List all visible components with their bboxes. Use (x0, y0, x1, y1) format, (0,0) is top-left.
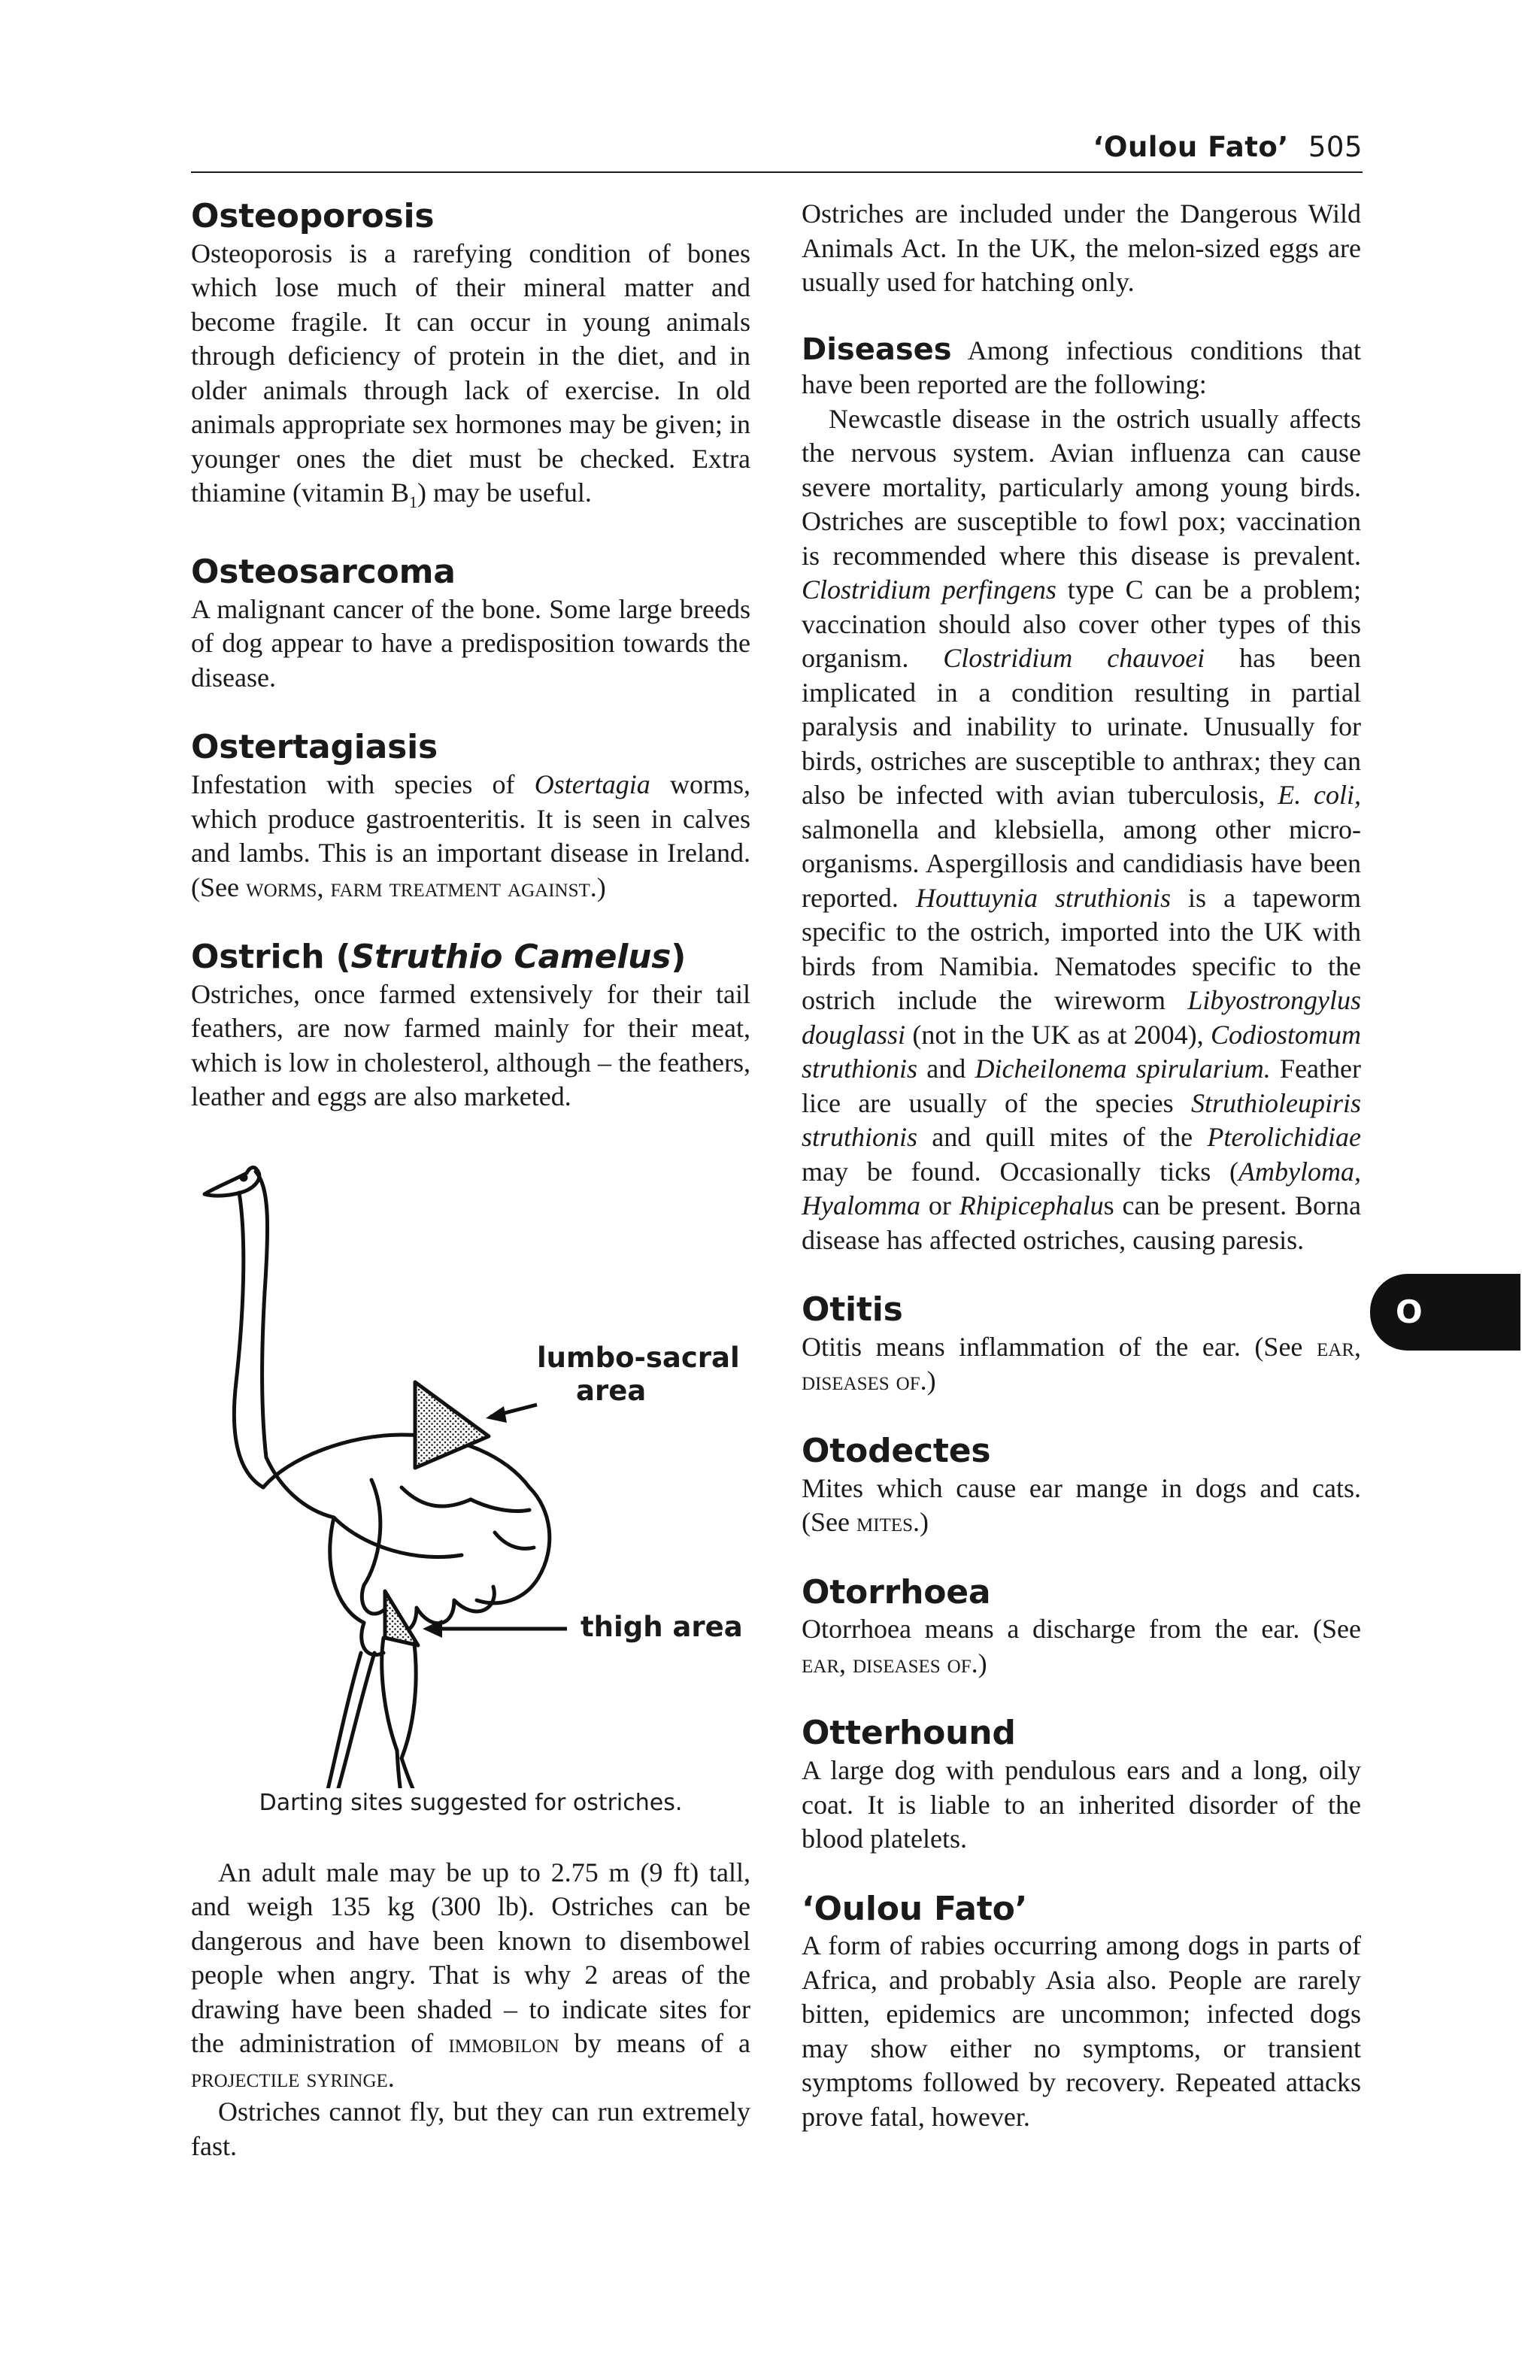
species-name: Rhipicephalu (959, 1190, 1104, 1220)
label-lumbo-sacral (537, 1342, 740, 1408)
entry-title: Ostertagiasis (191, 728, 438, 767)
title-text: ) (671, 938, 687, 977)
body-text: ) may be useful. (417, 478, 592, 508)
see-text: See (811, 1507, 850, 1538)
body-text: Otorrhoea means a discharge from the ear. ( (802, 1614, 1323, 1645)
body-text: is a tapeworm specific to the ostrich, imported into the UK with birds from Namibia. Nematodes specific to the ostrich include the wireworm (802, 882, 1362, 1015)
entry-body: Ostriches, once farmed extensively for their tail feathers, are now farmed mainly for their meat, which is low in cholesterol, although – the feathers, leather and eggs are also marketed. (191, 978, 750, 1112)
cross-reference[interactable]: immobilon (448, 2028, 559, 2059)
label-thigh-area: thigh area (581, 1610, 743, 1643)
body-text: may be found. Occasionally ticks ( (802, 1156, 1239, 1187)
entry-title: Otorrhoea (802, 1572, 991, 1611)
body-text: Feather lice are usually of the species (802, 1054, 1361, 1118)
lumbo-sacral-shade (415, 1382, 489, 1468)
body-text: and (917, 1054, 975, 1084)
cross-reference[interactable]: ear, diseases of. (802, 1648, 978, 1678)
entry-body (802, 1612, 1361, 1681)
diseases-paragraph (802, 333, 1361, 402)
entry-title: Osteoporosis (191, 197, 435, 235)
entry-title: Otterhound (802, 1714, 1016, 1753)
figure-caption: Darting sites suggested for ostriches. (259, 1789, 683, 1816)
entry-otitis (802, 1290, 1361, 1399)
body-text: Mites which cause ear mange in dogs and cats. ( (802, 1472, 1361, 1538)
species-name: Pterolichidiae (1207, 1122, 1361, 1152)
lumbo-arrow-head (486, 1406, 507, 1423)
body-text: by means of a (559, 2028, 751, 2059)
entry-body: Ostriches are included under the Dangerous Wild Animals Act. In the UK, the melon-sized eggs are usually used for hatching only. (802, 199, 1361, 297)
right-column (802, 197, 1361, 2134)
entry-title: Otodectes (802, 1431, 991, 1470)
body-text: An adult male may be up to 2.75 m (9 ft) tall, and weigh 135 kg (300 lb). Ostriches can be dangerous and have been known to disembowel people when angry. That is why 2 areas of the drawing have been shaded – to indicate sites for the administration of (191, 1857, 750, 2059)
species-name: Clostridium perfingens (802, 575, 1056, 605)
species-name: Codiostomum struthionis (802, 1019, 1361, 1084)
body-text: worms, which produce gastroenteritis. It is seen in calves and lambs. This is an important disease in Ireland. ( (191, 769, 750, 902)
entry-osteosarcoma (191, 553, 750, 695)
diseases-list (802, 402, 1361, 1258)
entry-osteoporosis (191, 197, 750, 520)
cross-reference[interactable]: worms, farm treatment against. (245, 872, 597, 902)
species-name: Houttuynia struthionis (915, 882, 1172, 913)
left-column (191, 197, 750, 2163)
entry-body (802, 1330, 1361, 1399)
body-text: Osteoporosis is a rarefying condition of bones which lose much of their mineral matter and become fragile. It can occur in young animals through deficiency of protein in the diet, and in older animals through lack of exercise. In old animals appropriate sex hormones may be given; in younger ones the diet must be checked. Extra thiamine (vitamin B (191, 238, 750, 508)
entry-body (802, 1472, 1361, 1540)
entry-oulou-fato (802, 1890, 1361, 2135)
ostrich-figure (191, 1157, 750, 1856)
species-name: E. coli, (1278, 780, 1361, 810)
entry-title: Otitis (802, 1290, 903, 1329)
entry-otterhound (802, 1714, 1361, 1856)
entry-title: Osteosarcoma (191, 552, 456, 591)
cross-reference[interactable]: mites. (856, 1507, 920, 1538)
entry-ostrich (191, 938, 750, 2163)
body-text: s can be present. Borna disease has affected ostriches, causing paresis. (802, 1190, 1361, 1255)
body-text: ) (596, 872, 606, 902)
page-number: 505 (1308, 131, 1363, 163)
entry-body (191, 237, 750, 520)
running-head-term: ‘Oulou Fato’ (1093, 131, 1289, 163)
body-text: (not in the UK as at 2004), (905, 1019, 1211, 1050)
body-text: Among infectious conditions that have been reported are the following: (802, 335, 1361, 399)
entry-body (191, 768, 750, 905)
see-text: See (1263, 1331, 1303, 1362)
cross-reference[interactable]: ear, diseases of. (802, 1331, 1361, 1396)
body-text: . (387, 2062, 395, 2093)
entry-body: A malignant cancer of the bone. Some large breeds of dog appear to have a predisposition towards the disease. (191, 593, 750, 693)
species-name: Struthioleupiris struthionis (802, 1087, 1361, 1152)
see-text: See (1322, 1614, 1361, 1645)
species-name: Ambyloma, Hyalomma (802, 1156, 1361, 1220)
label-line: lumbo-sacral (537, 1341, 740, 1374)
entry-otodectes (802, 1432, 1361, 1540)
species-name: Dicheilonema spirularium. (975, 1054, 1271, 1084)
thigh-shade (385, 1591, 418, 1645)
entry-body: A large dog with pendulous ears and a long, oily coat. It is liable to an inherited disorder of the blood platelets. (802, 1755, 1361, 1854)
body-text: ) (926, 1366, 936, 1396)
body-text: type C can be a problem; vaccination should also cover other types of this organism. (802, 575, 1361, 673)
entry-body: Ostriches cannot fly, but they can run extremely fast. (191, 2097, 750, 2161)
body-text: Infestation with species of (191, 769, 535, 800)
genus-name: Ostertagia (534, 769, 650, 800)
cross-reference[interactable]: projectile syringe (191, 2062, 388, 2093)
title-text: Ostrich ( (191, 938, 351, 977)
run-in-heading: Diseases (802, 332, 952, 367)
species-name: Libyostrongylus douglassi (802, 985, 1361, 1050)
body-text: ) (978, 1648, 987, 1678)
see-text: See (200, 872, 239, 902)
title-species: Struthio Camelus (350, 938, 671, 977)
body-text: ) (919, 1507, 929, 1538)
entry-body: A form of rabies occurring among dogs in parts of Africa, and probably Asia also. People are rarely bitten, epidemics are uncommon; infected dogs may show either no symptoms, or transient symptoms followed by recovery. Repeated attacks prove fatal, however. (802, 1930, 1361, 2132)
species-name: Clostridium chauvoei (943, 643, 1205, 673)
subscript: 1 (408, 493, 417, 512)
body-text: Newcastle disease in the ostrich usually affects the nervous system. Avian influenza can cause severe mortality, particularly among young birds. Ostriches are susceptible to fowl pox; vaccination is recommended where this disease is prevalent. (802, 403, 1361, 571)
entry-title: ‘Oulou Fato’ (802, 1889, 1028, 1928)
body-text: salmonella and klebsiella, among other micro-organisms. Aspergillosis and candidiasis have been reported. (802, 814, 1361, 913)
entry-title (191, 938, 750, 978)
body-text: and quill mites of the (917, 1122, 1208, 1152)
body-text: Otitis means inflammation of the ear. ( (802, 1331, 1264, 1362)
page-header (191, 125, 1363, 173)
thumb-index-tab: O (1370, 1274, 1520, 1351)
entry-body (191, 1856, 750, 2096)
ostrich-drawing (191, 1157, 750, 1788)
running-head (1093, 131, 1363, 163)
body-text: or (920, 1190, 959, 1220)
body-text: has been implicated in a condition resulting in partial paralysis and inability to urinate. Unusually for birds, ostriches are susceptible to anthrax; they can also be infected with avian tuberculosis, (802, 643, 1361, 810)
label-line: area (576, 1374, 647, 1407)
entry-otorrhoea (802, 1573, 1361, 1681)
entry-ostertagiasis (191, 728, 750, 905)
